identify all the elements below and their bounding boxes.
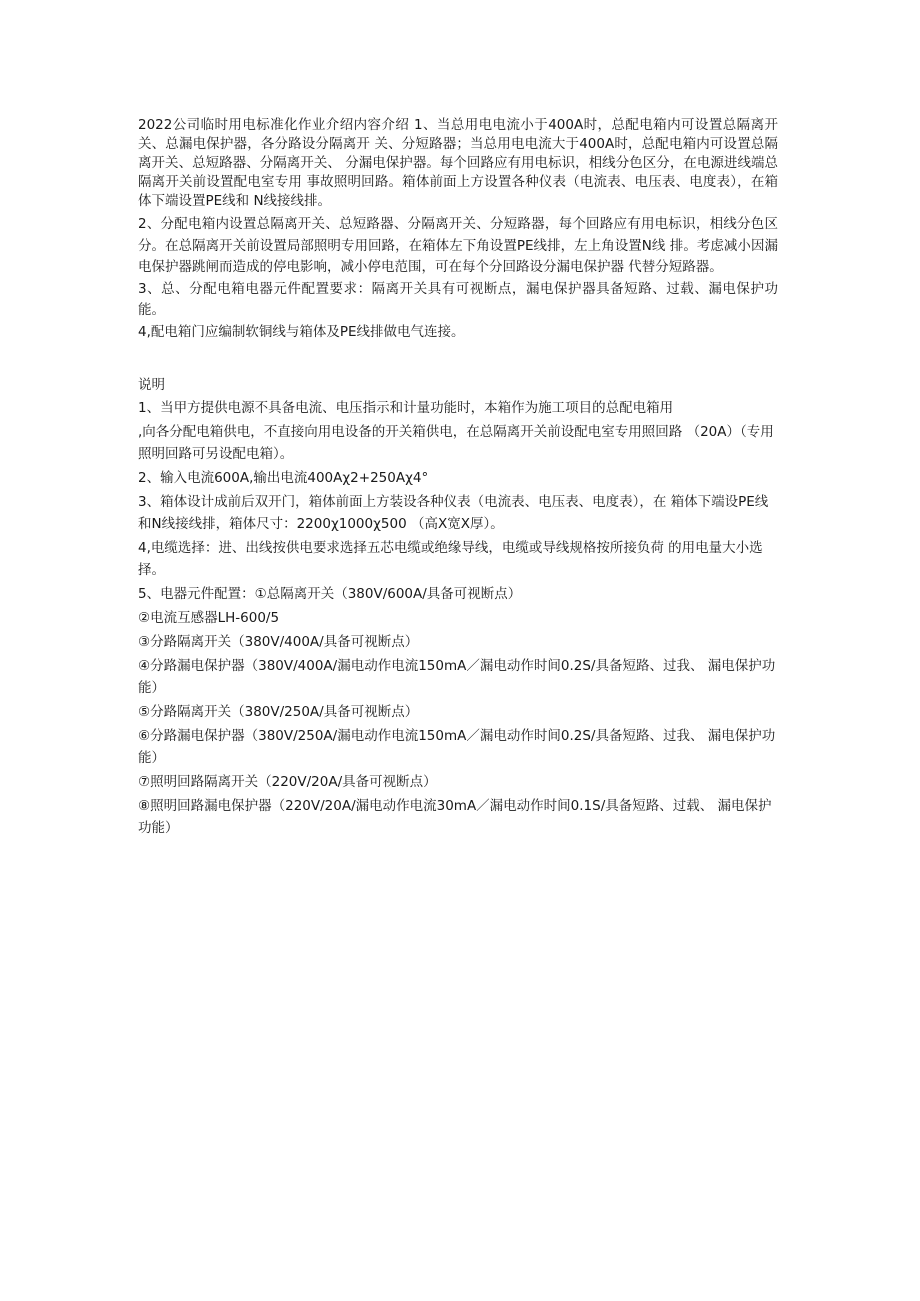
paragraph-3: 3、总、分配电箱电器元件配置要求：隔离开关具有可视断点，漏电保护器具备短路、过载、漏电保护功能。: [138, 280, 778, 318]
paragraph-1: 2022公司临时用电标准化作业介绍内容介绍 1、当总用电电流小于400A时，总配电箱内可设置总隔离开关、总漏电保护器，各分路设分隔离开 关、分短路器；当总用电电流大于400A时，总配电箱内可设置总隔离开关、总短路器、分隔离开关、 分漏电保护器。每个回路应有用电标识，相线分色区分，在电源进线端总隔离开关前设置配电室专用 事故照明回路。箱体前面上方设置各种仪表（电流表、电压表、电度表），在箱体下端设置PE线和 N线接线排。: [138, 117, 778, 209]
note-line: 5、电器元件配置：①总隔离开关（380V/600A/具备可视断点）: [138, 585, 522, 602]
note-line: 2、输入电流600A,输出电流400Aχ2+250Aχ4°: [138, 469, 429, 486]
note-line: ⑥分路漏电保护器（380V/250A/漏电动作电流150mA／漏电动作时间0.2S/具备短路、过我、 漏电保护功能）: [138, 727, 776, 766]
note-line: ⑧照明回路漏电保护器（220V/20A/漏电动作电流30mA／漏电动作时间0.1S/具备短路、过载、 漏电保护功能）: [138, 797, 772, 836]
note-line: 3、箱体设计成前后双开门，箱体前面上方装设各种仪表（电流表、电压表、电度表），在 箱体下端设PE线和N线接线排，箱体尺寸：2200χ1000χ500 （高X宽X厚）。: [138, 493, 769, 532]
note-line: 4,电缆选择：进、出线按供电要求选择五芯电缆或绝缘导线，电缆或导线规格按所接负荷 的用电量大小选择。: [138, 539, 763, 578]
note-line: ②电流互感器LH-600/5: [138, 609, 280, 626]
note-line: ③分路隔离开关（380V/400A/具备可视断点）: [138, 633, 419, 650]
note-line: ⑦照明回路隔离开关（220V/20A/具备可视断点）: [138, 773, 437, 790]
note-line: ⑤分路隔离开关（380V/250A/具备可视断点）: [138, 703, 419, 720]
note-line: ,向各分配电箱供电，不直接向用电设备的开关箱供电，在总隔离开关前设配电室专用照回路 （20A）（专用照明回路可另设配电箱）。: [138, 423, 774, 462]
note-line: ④分路漏电保护器（380V/400A/漏电动作电流150mA／漏电动作时间0.2S/具备短路、过我、 漏电保护功能）: [138, 657, 776, 696]
notes-heading: 说明: [138, 377, 165, 393]
notes-list: [138, 397, 778, 839]
note-line: 1、当甲方提供电源不具备电流、电压指示和计量功能时，本箱作为施工项目的总配电箱用: [138, 399, 674, 416]
document-page: [138, 116, 778, 839]
paragraph-2: 2、分配电箱内设置总隔离开关、总短路器、分隔离开关、分短路器，每个回路应有用电标识，相线分色区分。在总隔离开关前设置局部照明专用回路，在箱体左下角设置PE线排，左上角设置N线 排。考虑减小因漏电保护器跳闸而造成的停电影响，减小停电范围，可在每个分回路设分漏电保护器 代替分短路器。: [138, 216, 778, 275]
paragraph-4: 4,配电箱门应编制软铜线与箱体及PE线排做电气连接。: [138, 323, 465, 340]
